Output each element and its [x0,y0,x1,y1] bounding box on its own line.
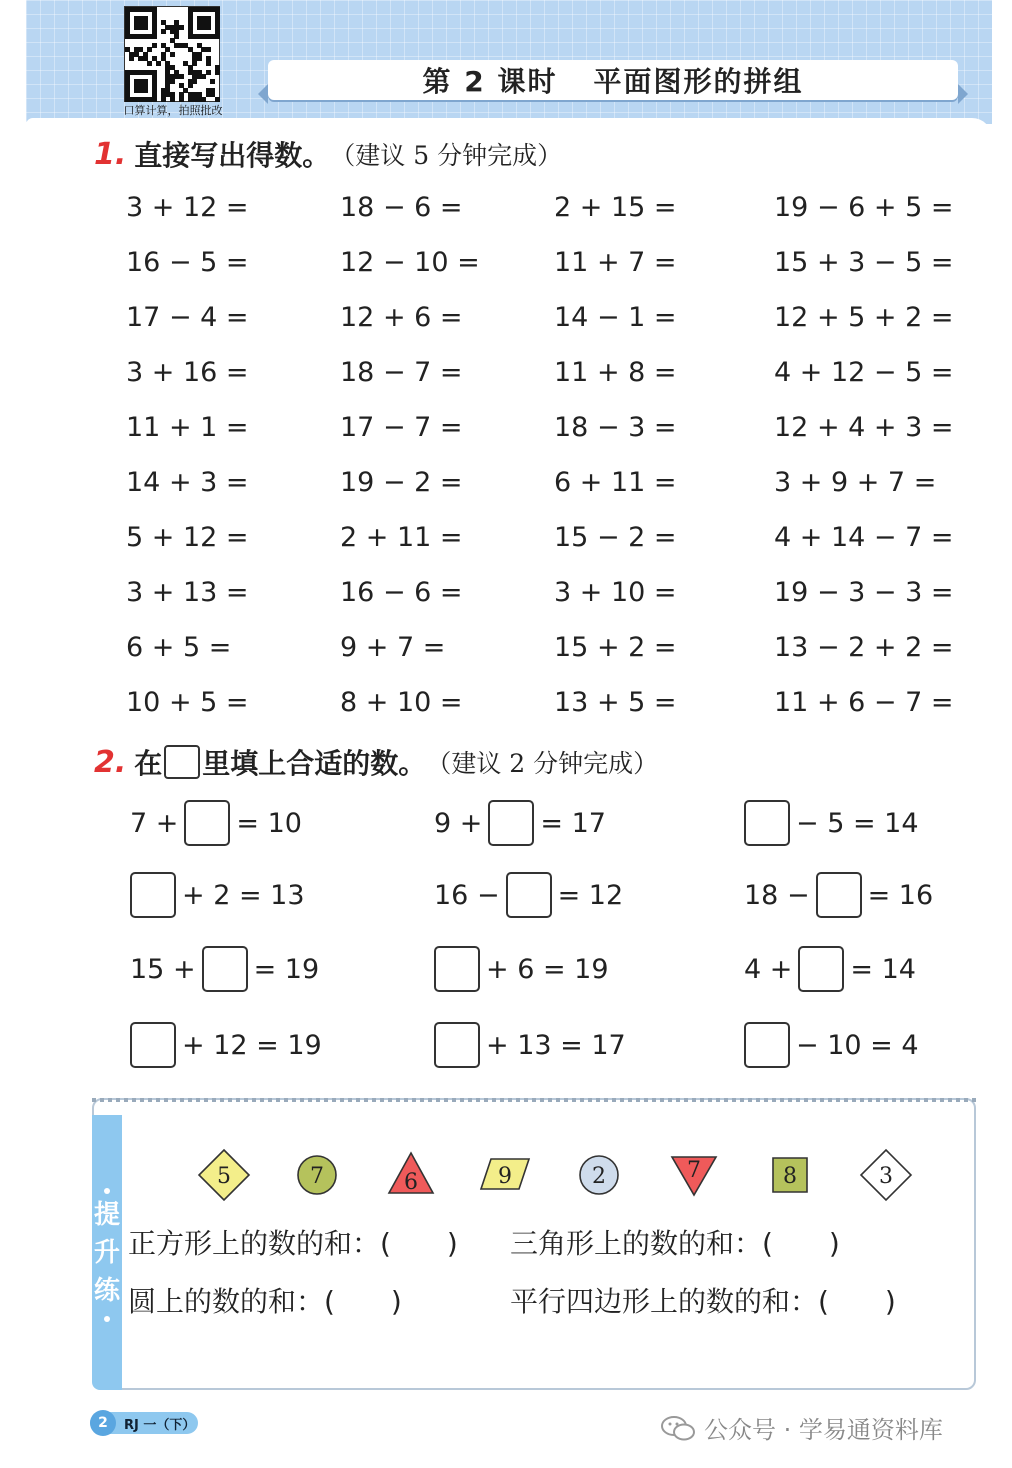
shape-number: 3 [879,1164,893,1189]
equation-prefix: 4 + [744,953,793,985]
equation: 3 + 10 = [554,577,677,608]
qr-module [170,97,175,102]
qr-module [206,61,211,66]
qr-module [161,29,166,34]
answer-box[interactable] [798,946,844,992]
qr-code[interactable] [124,6,220,102]
equation: 3 + 13 = [126,577,249,608]
equation: 11 + 6 − 7 = [774,687,954,718]
shape-number: 6 [404,1170,418,1195]
equation: 6 + 5 = [126,632,232,663]
answer-box[interactable] [434,946,480,992]
section2-number: 2. [94,744,127,780]
equation-prefix: 15 + [130,953,196,985]
answer-box[interactable] [184,800,230,846]
qr-module [179,97,184,102]
section2-hint: （建议 2 分钟完成） [426,749,659,778]
qr-module [192,61,197,66]
triangle-shape [381,1145,441,1205]
practice-label [94,1196,120,1310]
fill-equation [434,800,606,846]
equation-prefix: 16 − [434,879,500,911]
qr-module [156,61,161,66]
equation-suffix: = 10 [236,807,302,839]
equation: 4 + 14 − 7 = [774,522,954,553]
qr-module [201,74,206,79]
qr-module [161,97,166,102]
equation: 12 − 10 = [340,247,480,278]
practice-dashed-border [92,1098,976,1102]
equation: 8 + 10 = [340,687,463,718]
blank-box-icon [164,745,200,779]
equation: 19 − 3 − 3 = [774,577,954,608]
lesson-topic: 平面图形的拼组 [593,65,804,98]
equation: 19 − 6 + 5 = [774,192,954,223]
equation: 16 − 6 = [340,577,463,608]
equation: 16 − 5 = [126,247,249,278]
fill-equation [130,1022,322,1068]
title-ribbon-left [258,84,268,104]
shape-number: 8 [783,1164,797,1189]
question-triangle-sum: 三角形上的数的和：( ) [510,1227,840,1260]
equation-suffix: − 10 = 4 [796,1029,919,1061]
fill-equation [130,872,305,918]
equation: 9 + 7 = [340,632,446,663]
equation-suffix: = 19 [253,953,320,985]
equation: 18 − 7 = [340,357,463,388]
fill-equation [130,800,302,846]
answer-box[interactable] [434,1022,480,1068]
equation: 15 − 2 = [554,522,677,553]
fill-equation [434,946,609,992]
equation-prefix: 9 + [434,807,483,839]
qr-module [188,83,193,88]
qr-module [210,79,215,84]
shape-number: 9 [498,1164,512,1189]
equation-prefix: 7 + [130,807,179,839]
lesson-number: 第 2 课时 [422,65,558,98]
section1-title: 直接写出得数。 [134,139,331,172]
shape-number: 7 [310,1164,324,1189]
equation: 3 + 16 = [126,357,249,388]
question-parallelogram-sum: 平行四边形上的数的和：( ) [510,1285,896,1318]
equation: 3 + 12 = [126,192,249,223]
equation: 11 + 7 = [554,247,677,278]
answer-box[interactable] [130,872,176,918]
title-ribbon-right [958,84,968,104]
equation: 18 − 6 = [340,192,463,223]
qr-module [147,47,152,52]
watermark-text: 公众号 · 学易通资料库 [704,1416,943,1444]
qr-module [143,88,148,93]
equation-suffix: + 13 = 17 [486,1029,626,1061]
equation-suffix: = 17 [540,807,606,839]
answer-box[interactable] [744,800,790,846]
equation-suffix: = 14 [850,953,916,985]
answer-box[interactable] [130,1022,176,1068]
qr-module [206,25,211,30]
qr-module [215,70,220,75]
equation-prefix: 18 − [744,879,810,911]
equation: 2 + 11 = [340,522,463,553]
square-shape [760,1145,820,1205]
qr-module [170,52,175,57]
qr-module [179,74,184,79]
fill-equation [744,872,933,918]
equation: 18 − 3 = [554,412,677,443]
equation-suffix: + 12 = 19 [182,1029,322,1061]
answer-box[interactable] [744,1022,790,1068]
qr-caption: 口算计算，拍照批改 [123,104,223,117]
equation-suffix: = 12 [557,879,624,911]
parallelogram-shape [475,1145,535,1205]
square-rotated-shape [856,1145,916,1205]
qr-module [147,61,152,66]
edition-label: RJ 一（下） [124,1418,196,1433]
question-square-sum: 正方形上的数的和：( ) [128,1227,458,1260]
question-circle-sum: 圆上的数的和：( ) [128,1285,402,1318]
qr-module [174,34,179,39]
equation: 13 − 2 + 2 = [774,632,954,663]
fill-equation [744,800,919,846]
equation: 13 + 5 = [554,687,677,718]
triangle-down-shape [664,1145,724,1205]
shape-number: 7 [687,1158,701,1183]
equation: 15 + 3 − 5 = [774,247,954,278]
shape-number: 2 [592,1164,606,1189]
qr-module [201,97,206,102]
page-number: 2 [90,1410,116,1436]
circle-shape [287,1145,347,1205]
qr-module [206,47,211,52]
equation: 12 + 5 + 2 = [774,302,954,333]
equation: 11 + 8 = [554,357,677,388]
circle-shape [569,1145,629,1205]
practice-label-char: 练 [94,1276,121,1306]
fill-equation [434,1022,626,1068]
wechat-icon [660,1415,696,1441]
answer-box[interactable] [816,872,862,918]
practice-label-char: 提 [94,1200,121,1230]
dot-icon [104,1188,110,1194]
equation-suffix: = 16 [867,879,934,911]
section1-hint: （建议 5 分钟完成） [330,141,563,170]
equation-suffix: + 6 = 19 [486,953,609,985]
shape-number: 5 [217,1164,231,1189]
fill-equation [130,946,319,992]
equation: 12 + 4 + 3 = [774,412,954,443]
qr-module [129,56,134,61]
equation: 14 − 1 = [554,302,677,333]
qr-module [152,34,157,39]
watermark [660,1410,943,1445]
equation: 2 + 15 = [554,192,677,223]
equation: 17 − 4 = [126,302,249,333]
answer-box[interactable] [202,946,248,992]
equation: 5 + 12 = [126,522,249,553]
answer-box[interactable] [506,872,552,918]
equation: 15 + 2 = [554,632,677,663]
fill-equation [744,1022,919,1068]
section1-number: 1. [94,136,127,172]
qr-module [192,79,197,84]
fill-equation [744,946,916,992]
equation: 12 + 6 = [340,302,463,333]
equation: 17 − 7 = [340,412,463,443]
answer-box[interactable] [488,800,534,846]
practice-label-char: 升 [94,1238,121,1268]
section2-title-post: 里填上合适的数。 [202,747,427,780]
equation: 3 + 9 + 7 = [774,467,937,498]
square-rotated-shape [194,1145,254,1205]
dot-icon [104,1316,110,1322]
qr-module [215,34,220,39]
equation: 14 + 3 = [126,467,249,498]
equation: 4 + 12 − 5 = [774,357,954,388]
section1-heading [94,134,562,174]
equation: 6 + 11 = [554,467,677,498]
section2-title-pre: 在 [134,747,163,780]
qr-module [179,25,184,30]
equation: 10 + 5 = [126,687,249,718]
qr-module [206,70,211,75]
lesson-title-bar [268,60,958,100]
qr-module [152,97,157,102]
qr-module [170,79,175,84]
equation: 11 + 1 = [126,412,249,443]
equation-suffix: − 5 = 14 [796,807,919,839]
qr-module [152,43,157,48]
qr-module [197,56,202,61]
qr-module [143,25,148,30]
equation-suffix: + 2 = 13 [182,879,305,911]
qr-module [215,97,220,102]
fill-equation [434,872,623,918]
equation: 19 − 2 = [340,467,463,498]
section2-heading [94,742,658,782]
